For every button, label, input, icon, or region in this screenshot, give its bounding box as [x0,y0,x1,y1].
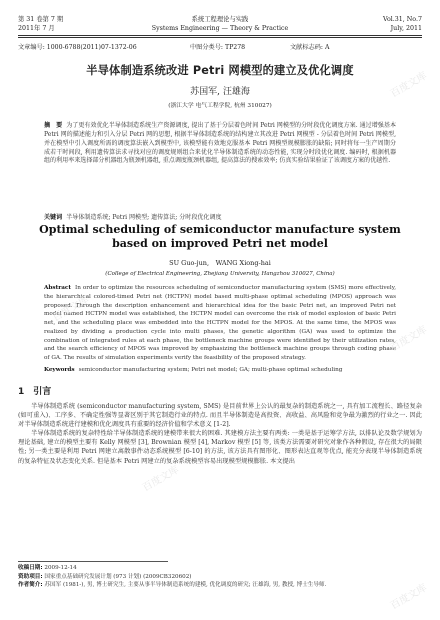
header-rule-thin [18,37,422,38]
header-journal-cn: 系统工程理论与实践 [191,16,249,23]
watermark: 百度文库 [388,70,430,100]
keywords-cn-label: 关键词 [44,214,63,221]
article-id: 文章编号: 1000-6788(2011)07-1372-06 [18,44,137,51]
footnote-funding [18,573,422,582]
header-date-en: July, 2011 [390,25,422,32]
header-journal-en: Systems Engineering — Theory & Practice [151,25,289,32]
paper-title-cn: 半导体制造系统改进 Petri 网模型的建立及优化调度 [86,64,354,77]
keywords-en-text: semiconductor manufacturing system; Petri net model; GA; multi-phase optimal scheduling [78,367,343,373]
watermark: 百度文库 [388,582,430,612]
watermark: 百度文库 [50,294,92,324]
document-code: 文献标志码: A [290,44,330,51]
keywords-en-label: Keywords [44,367,75,373]
keywords-en [44,367,396,373]
keywords-cn-text: 半导体制造系统; Petri 网模型; 遗传算法; 分时段优化调度 [66,214,222,221]
clc-number: 中图分类号: TP278 [190,44,246,51]
footnote-label: 作者简介: [18,582,43,589]
footnote-rule [18,561,168,562]
abstract-cn [44,122,396,166]
header-rule [18,35,422,36]
header-date-cn: 2011年 7 月 [18,25,55,32]
abstract-en-label: Abstract [44,285,71,291]
header-volume-cn: 第 31 卷第 7 期 [18,16,64,23]
paper-title-en: Optimal scheduling of semiconductor manufacture system based on improved Petri net model [39,223,401,250]
watermark: 百度文库 [388,324,430,354]
footnotes [18,564,422,590]
abstract-cn-label: 摘 要 [44,122,63,129]
footnote-label: 收稿日期: [18,565,43,571]
body-paragraph: 半导体制造系统 (semiconductor manufacturing system, SMS) 是目前世界上公认的最复杂的制造系统之一, 具有加工流程长、路径复杂 (如可重入)、工序多、不确定性强等显著区别于其它制造行业的特点. 而且半导体制造是高投资、高收益、高风险和竞争最为激烈的行业之一. 因此对半导体制造系统进行建模和优化调度具有重要的经济价值和学术意义 [1-2]. [18,403,422,429]
keywords-cn [44,212,396,221]
abstract-en [44,284,396,363]
affiliation-cn: (浙江大学 电气工程学院, 杭州 310027) [168,103,272,109]
abstract-en-text: In order to optimize the resources scheduling of semiconductor manufacturing system (SMS) more effectively, the hierarchical colored-timed Petri net (HCTPN) model based multi-phase optimal scheduling (MPOS) approach was proposed. Through the description enhancement and hierarchical idea for the basic Petri net, an improved Petri net model named HCTPN model was established, the HCTPN model can overcome the risk of model explosion of basic Petri net, and the scheduling place was embedded into the HCTPN model for the MPOS. At the same time, the MPOS was realized by dividing a production cycle into multi phases, the genetic algorithm (GA) was used to optimize the combination of integrated rules at each phase, the bottleneck machine groups were identified by their utilization rates, and the search efficiency of MPOS was improved by emphasizing the bottleneck machine groups through coding phase of GA. The results of simulation experiments verify the feasibility of the proposed strategy. [44,285,396,361]
body-text [18,402,422,466]
watermark: 百度文库 [140,464,182,494]
abstract-cn-text: 为了更有效优化半导体制造系统生产资源调度, 提出了基于分层着色时间 Petri 网模型的分时段优化调度方案. 通过增强基本 Petri 网的描述能力和引入分层 Petri 网的思想, 根据半导体制造系统的结构建立其改进 Petri 网模型 - 分层着色时间 Petri 网模型, 并在模型中引入调度所需的调度算法嵌入到模型中, 该模型能有效地克服基本 Petri 网模型规模膨胀的缺陷; 同时将每一生产周期分成若干时间段, 利用遗传算法求寻找对应的调度规则组合来优化半导体制造系统的动态性能, 实现分时段优化调度. 编码时, 根据机器组的利用率来选择部分机器组为瓶颈机器组, 重点调度瓶颈机器组, 提高算法的搜索效率; 仿真实验结果验证了该调度方案的优越性. [44,122,396,165]
footnote-author [18,581,422,590]
footnote-received [18,564,422,573]
footnote-text: 苏国军 (1981-), 男, 博士研究生, 主要从事半导体制造系统的建模, 优化调度的研究; 汪雄海, 男, 教授, 博士生导师. [44,582,327,589]
body-paragraph: 半导体制造系统的复杂特性给半导体制造系统的建模带来很大的困难. 其建模方法主要有两类: 一类是基于运筹学方法, 以排队论及数学规划为理论基础, 建立的模型主要有 Kelly 网模型 [3], Brownian 模型 [4], Markov 模型 [5] 等, 该类方法需要对研究对象作各种假设, 存在很大的局限性; 另一类主要是利用 Petri 网建立离散事件动态系统模型 [6-10] 的方法, 该方法具有图形化、图形表达直观等优点, 能充分表现半导体制造系统的复杂特征及状态变化关系. 但是基本 Petri 网建立的复杂系统模型容易出现模型规模膨胀. 本文提出 [18,430,422,465]
footnote-label: 资助项目: [18,573,43,580]
header-volume-en: Vol.31, No.7 [383,16,422,23]
footnote-text: 国家重点基础研究发展计划 (973 计划) (2009CB320602) [44,573,192,580]
footnote-text: 2009-12-14 [44,565,77,571]
authors-en: SU Guo-jun, WANG Xiong-hai [169,259,271,267]
section-heading-introduction: 1 引言 [18,387,52,397]
authors-cn: 苏国军, 汪雄海 [190,87,250,97]
affiliation-en: (College of Electrical Engineering, Zhejiang University, Hangzhou 310027, China) [105,271,335,277]
